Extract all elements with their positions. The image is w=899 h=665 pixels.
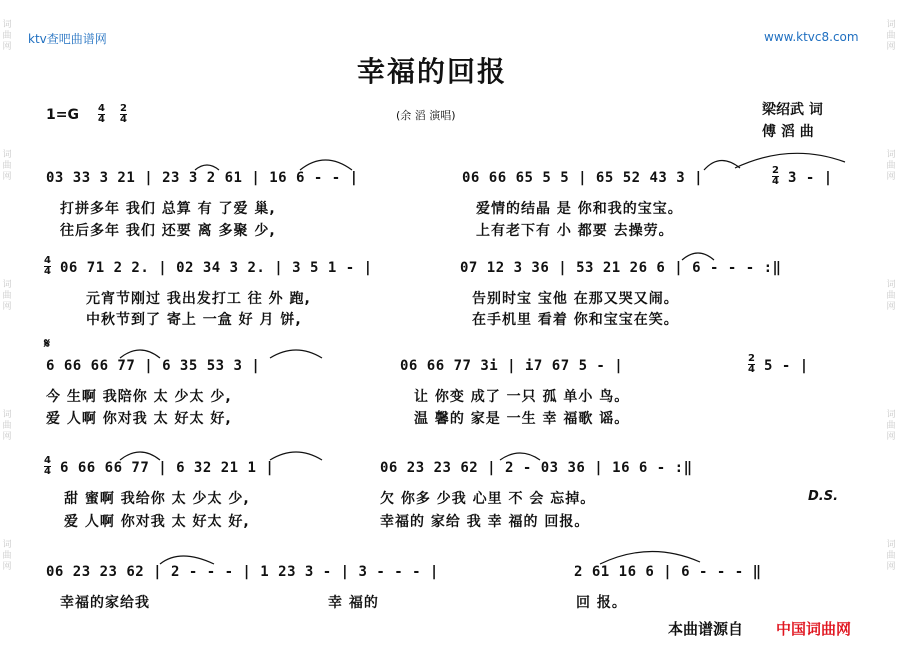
watermark-left-5: 词曲网 <box>2 540 12 572</box>
site-left-label: ktv查吧曲谱网 <box>28 32 107 46</box>
line4-lyrics1-a: 甜 蜜啊 我给你 太 少太 少, <box>64 491 250 507</box>
line1-notes-a: 03 33 3 21 | 23 3 2 61 | 16 6 - - | <box>46 170 359 186</box>
ds-marker: D.S. <box>808 489 839 504</box>
watermark-right-3: 词曲网 <box>886 280 896 312</box>
line3-notes-a: 6 66 66 77 | 6 35 53 3 | <box>46 358 261 374</box>
watermark-right-5: 词曲网 <box>886 540 896 572</box>
line3-time-change: $\frac{2}{4}$ <box>748 353 755 375</box>
source-site: 中国词曲网 <box>776 620 852 638</box>
line2-lyrics1-b: 告别时宝 宝他 在那又哭又闹。 <box>472 291 679 307</box>
line4-lyrics1-b: 欠 你多 少我 心里 不 会 忘掉。 <box>380 491 596 507</box>
line1-lyrics2-a: 往后多年 我们 还要 离 多聚 少, <box>60 223 276 239</box>
line5-notes-b: 2 61 16 6 | 6 - - - ‖ <box>574 564 762 580</box>
song-title: 幸福的回报 <box>357 55 508 88</box>
line1-time-change: $\frac{2}{4}$ <box>772 165 779 187</box>
line2-time-change: $\frac{4}{4}$ <box>44 255 51 277</box>
watermark-left-1: 词曲网 <box>2 20 12 52</box>
line5-lyrics1-b: 幸 福的 <box>328 595 379 611</box>
line5-notes-a: 06 23 23 62 | 2 - - - | 1 23 3 - | 3 - - - | <box>46 564 439 580</box>
line1-lyrics2-b: 上有老下有 小 都要 去操劳。 <box>476 223 674 239</box>
line3-lyrics1-a: 今 生啊 我陪你 太 少太 少, <box>46 389 232 405</box>
watermark-left-2: 词曲网 <box>2 150 12 182</box>
line2-lyrics2-b: 在手机里 看着 你和宝宝在笑。 <box>472 312 679 328</box>
line2-lyrics2-a: 中秋节到了 寄上 一盒 好 月 饼, <box>86 312 302 328</box>
performer-note: (余 滔 演唱) <box>396 109 456 122</box>
line1-notes-c: 3 - | <box>788 170 833 186</box>
watermark-right-2: 词曲网 <box>886 150 896 182</box>
line4-notes-b: 06 23 23 62 | 2 - 03 36 | 16 6 - :‖ <box>380 460 693 476</box>
segno-sign: 𝄋 <box>44 336 51 352</box>
line5-lyrics1-c: 回 报。 <box>576 595 627 611</box>
line2-notes-a: 06 71 2 2. | 02 34 3 2. | 3 5 1 - | <box>60 260 373 276</box>
line1-lyrics1-a: 打拼多年 我们 总算 有 了爱 巢, <box>60 201 276 217</box>
line5-lyrics1-a: 幸福的家给我 <box>60 595 150 611</box>
line1-lyrics1-b: 爱情的结晶 是 你和我的宝宝。 <box>476 201 683 217</box>
line3-lyrics1-b: 让 你变 成了 一只 孤 单小 鸟。 <box>414 389 630 405</box>
lyricist-credit: 梁绍武 词 <box>762 102 823 118</box>
line2-lyrics1-a: 元宵节刚过 我出发打工 往 外 跑, <box>86 291 311 307</box>
line4-lyrics2-a: 爱 人啊 你对我 太 好太 好, <box>64 514 250 530</box>
site-right-label: www.ktvc8.com <box>764 30 859 44</box>
source-label: 本曲谱源自 <box>668 620 744 638</box>
watermark-left-4: 词曲网 <box>2 410 12 442</box>
time-signature-alt: $\frac{2}{4}$ <box>120 103 127 125</box>
watermark-right-4: 词曲网 <box>886 410 896 442</box>
composer-credit: 傅 滔 曲 <box>762 124 814 140</box>
watermark-left-3: 词曲网 <box>2 280 12 312</box>
line4-lyrics2-b: 幸福的 家给 我 幸 福的 回报。 <box>380 514 590 530</box>
line3-lyrics2-b: 温 馨的 家是 一生 幸 福歌 谣。 <box>414 411 630 427</box>
line1-notes-b: 06 66 65 5 5 | 65 52 43 3 | <box>462 170 704 186</box>
line4-notes-a: 6 66 66 77 | 6 32 21 1 | <box>60 460 275 476</box>
line4-time-change: $\frac{4}{4}$ <box>44 455 51 477</box>
line3-notes-c: 5 - | <box>764 358 809 374</box>
watermark-right-1: 词曲网 <box>886 20 896 52</box>
line2-notes-b: 07 12 3 36 | 53 21 26 6 | 6 - - - :‖ <box>460 260 782 276</box>
line3-lyrics2-a: 爱 人啊 你对我 太 好太 好, <box>46 411 232 427</box>
key-signature: 1=G <box>46 107 79 123</box>
time-signature-main: $\frac{4}{4}$ <box>98 103 105 125</box>
line3-notes-b: 06 66 77 3i | i7 67 5 - | <box>400 358 624 374</box>
